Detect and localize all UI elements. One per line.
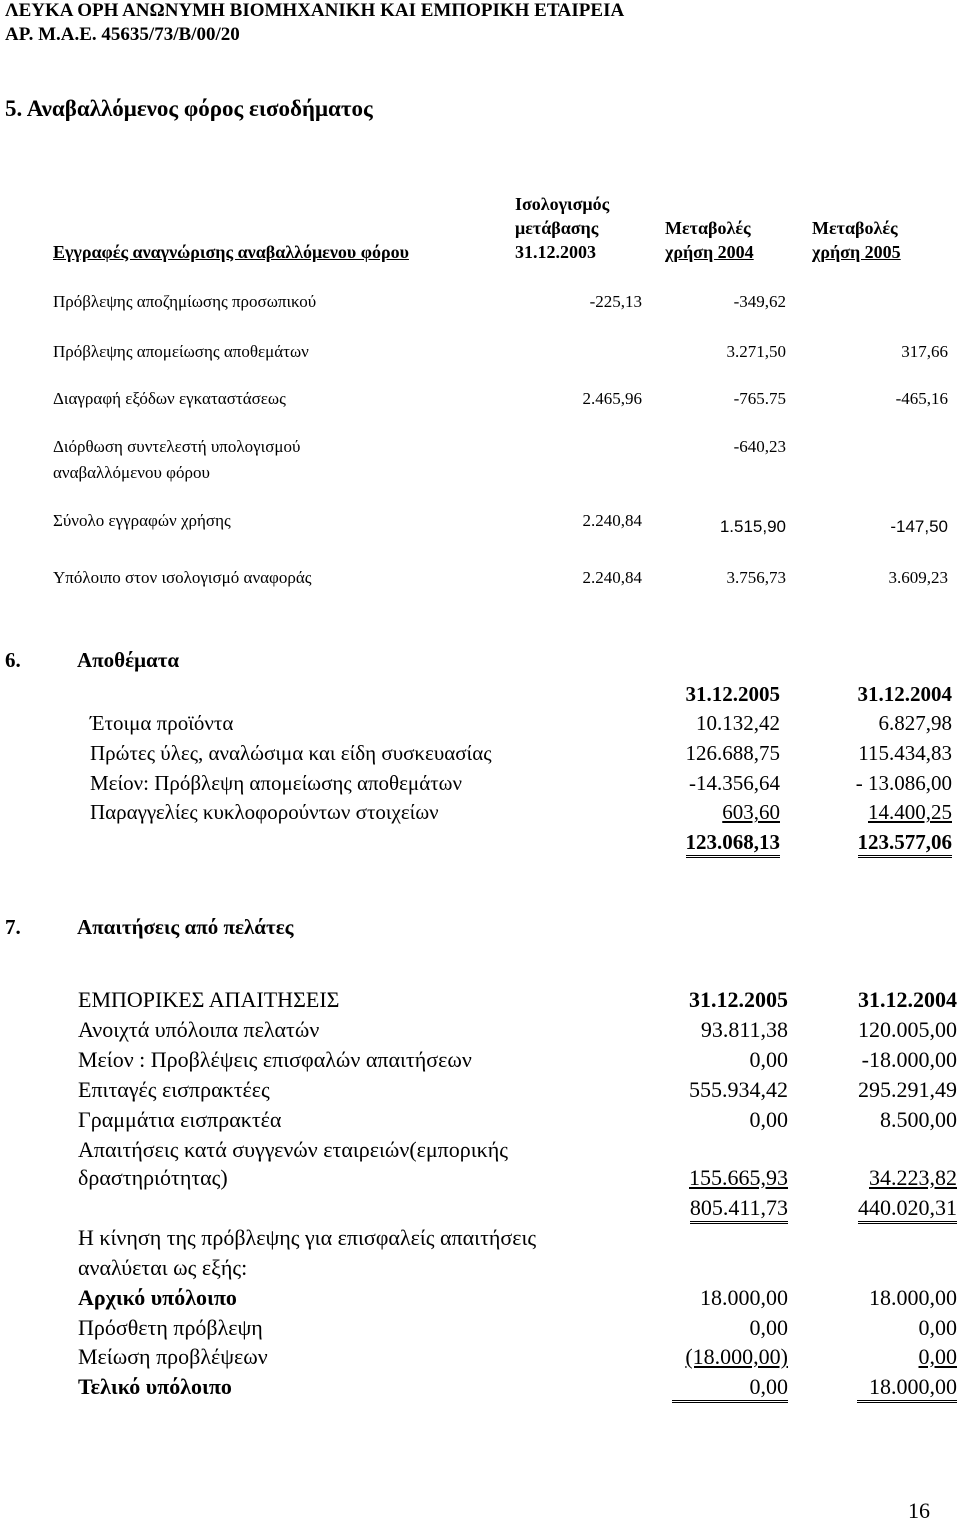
- s5-row-value: -349,62: [733, 292, 786, 311]
- s7-reduction-value: 0,00: [918, 1344, 957, 1369]
- s5-row-value: -640,23: [733, 437, 786, 456]
- s6-row-value: -14.356,64: [689, 771, 780, 795]
- s6-row-value: 603,60: [722, 800, 780, 824]
- s7-opening-value: 18.000,00: [700, 1285, 788, 1310]
- s7-row-value: 93.811,38: [700, 1017, 788, 1042]
- s7-row-label: Ανοιχτά υπόλοιπα πελατών: [78, 1017, 320, 1042]
- s6-row-label: Μείον: Πρόβλεψη απομείωσης αποθεμάτων: [90, 771, 462, 795]
- section-7-title: Απαιτήσεις από πελάτες: [77, 915, 294, 939]
- s5-row-value: 317,66: [901, 342, 948, 361]
- s5-row-label: Διαγραφή εξόδων εγκαταστάσεως: [53, 389, 286, 408]
- s7-closing: [672, 1374, 788, 1403]
- s5-col3-header-2: χρήση 2005: [812, 242, 901, 262]
- s7-movement-text-cont: αναλύεται ως εξής:: [78, 1255, 248, 1280]
- s6-row-value: 126.688,75: [685, 741, 780, 765]
- s5-row-value: 3.756,73: [726, 568, 786, 587]
- s5-col1-header-3: 31.12.2003: [515, 242, 596, 262]
- s7-reduction-label: Μείωση προβλέψεων: [78, 1344, 268, 1369]
- s7-row-value: 120.005,00: [858, 1017, 957, 1042]
- s7-row-label: Μείον : Προβλέψεις επισφαλών απαιτήσεων: [78, 1047, 472, 1072]
- s5-row-value: 2.240,84: [582, 511, 642, 530]
- s7-related-label-cont: δραστηριότητας): [78, 1165, 228, 1190]
- s6-total-value: 123.577,06: [857, 830, 952, 854]
- s7-opening-label: Αρχικό υπόλοιπο: [78, 1285, 237, 1310]
- s5-row-label: Πρόβλεψης απομείωσης αποθεμάτων: [53, 342, 309, 361]
- s7-related-label: Απαιτήσεις κατά συγγενών εταιρειών(εμπορικής: [78, 1137, 508, 1162]
- s7-row-value: 8.500,00: [880, 1107, 957, 1132]
- s5-row-value: -147,50: [890, 517, 948, 536]
- s7-row-label: Γραμμάτια εισπρακτέα: [78, 1107, 282, 1132]
- s7-movement-text: Η κίνηση της πρόβλεψης για επισφαλείς απαιτήσεις: [78, 1225, 537, 1250]
- s5-row-label: Πρόβλεψης αποζημίωσης προσωπικού: [53, 292, 317, 311]
- s6-col2-header: 31.12.2004: [857, 682, 952, 706]
- s7-additional-value: 0,00: [749, 1315, 788, 1340]
- s6-row-value: 14.400,25: [868, 800, 952, 824]
- s5-row-label: Υπόλοιπο στον ισολογισμό αναφοράς: [53, 568, 312, 587]
- section-6-title: Αποθέματα: [77, 648, 180, 672]
- s7-closing-value: 18.000,00: [857, 1374, 957, 1401]
- registry-number: ΑΡ. Μ.Α.Ε. 45635/73/Β/00/20: [5, 24, 240, 45]
- s7-additional-label: Πρόσθετη πρόβλεψη: [78, 1315, 263, 1340]
- section-5-title: 5. Αναβαλλόμενος φόρος εισοδήματος: [5, 96, 373, 121]
- s7-closing-value: 0,00: [672, 1374, 788, 1401]
- s5-row-label-cont: αναβαλλόμενου φόρου: [53, 463, 210, 482]
- s5-col2-header-1: Μεταβολές: [665, 218, 751, 238]
- section-7-number: 7.: [5, 915, 21, 939]
- s5-row-value: -465,16: [895, 389, 948, 408]
- s6-row-value: 6.827,98: [878, 711, 952, 735]
- s7-total: [690, 1195, 788, 1224]
- s7-total-value: 440.020,31: [858, 1195, 957, 1220]
- s7-closing: [857, 1374, 957, 1403]
- s5-row-value: -765.75: [733, 389, 786, 408]
- s7-row-value: 295.291,49: [858, 1077, 957, 1102]
- s7-related-value: 155.665,93: [689, 1165, 788, 1190]
- s6-col1-header: 31.12.2005: [685, 682, 780, 706]
- page-number: 16: [908, 1498, 930, 1523]
- s6-row-value: 10.132,42: [696, 711, 780, 735]
- s7-additional-value: 0,00: [918, 1315, 957, 1340]
- s6-row-label: Πρώτες ύλες, αναλώσιμα και είδη συσκευασίας: [90, 741, 492, 765]
- s5-row-value: 2.465,96: [582, 389, 642, 408]
- company-name: ΛΕΥΚΑ ΟΡΗ ΑΝΩΝΥΜΗ ΒΙΟΜΗΧΑΝΙΚΗ ΚΑΙ ΕΜΠΟΡΙΚΗ ΕΤΑΙΡΕΙΑ: [5, 0, 625, 21]
- s5-row-value: 3.609,23: [888, 568, 948, 587]
- s7-opening-value: 18.000,00: [869, 1285, 957, 1310]
- s5-row-label: Διόρθωση συντελεστή υπολογισμού: [53, 437, 301, 456]
- s7-closing-label: Τελικό υπόλοιπο: [78, 1374, 232, 1399]
- s7-row-value: 0,00: [749, 1047, 788, 1072]
- s6-total: [686, 830, 781, 858]
- s7-row-label: Επιταγές εισπρακτέες: [78, 1077, 270, 1102]
- s5-col3-header-1: Μεταβολές: [812, 218, 898, 238]
- s5-row-value: 3.271,50: [726, 342, 786, 361]
- s6-row-label: Παραγγελίες κυκλοφορούντων στοιχείων: [90, 800, 439, 824]
- s6-row-value: - 13.086,00: [855, 771, 952, 795]
- s7-col2-header: 31.12.2004: [858, 987, 957, 1012]
- s7-col1-header: 31.12.2005: [689, 987, 788, 1012]
- s5-col2-header-2: χρήση 2004: [665, 242, 754, 262]
- s6-row-label: Έτοιμα προϊόντα: [90, 711, 234, 735]
- s7-total-value: 805.411,73: [689, 1195, 788, 1220]
- s5-row-value: 2.240,84: [582, 568, 642, 587]
- s6-row-value: 115.434,83: [858, 741, 952, 765]
- s5-col1-header-2: μετάβασης: [515, 218, 599, 238]
- s7-head-label: ΕΜΠΟΡΙΚΕΣ ΑΠΑΙΤΗΣΕΙΣ: [78, 987, 340, 1012]
- s7-row-value: 555.934,42: [689, 1077, 788, 1102]
- s6-total-value: 123.068,13: [685, 830, 780, 854]
- s7-reduction-value: (18.000,00): [685, 1344, 788, 1369]
- s5-row-label: Σύνολο εγγραφών χρήσης: [53, 511, 231, 530]
- s6-total: [858, 830, 953, 858]
- s5-col1-header-1: Ισολογισμός: [515, 194, 610, 214]
- s7-related-value: 34.223,82: [869, 1165, 957, 1190]
- s5-column-label: Εγγραφές αναγνώρισης αναβαλλόμενου φόρου: [53, 242, 409, 262]
- s7-row-value: 0,00: [749, 1107, 788, 1132]
- section-6-number: 6.: [5, 648, 21, 672]
- s7-row-value: -18.000,00: [861, 1047, 957, 1072]
- s5-row-value: 1.515,90: [719, 517, 786, 536]
- s5-row-value: -225,13: [589, 292, 642, 311]
- s7-total: [858, 1195, 957, 1224]
